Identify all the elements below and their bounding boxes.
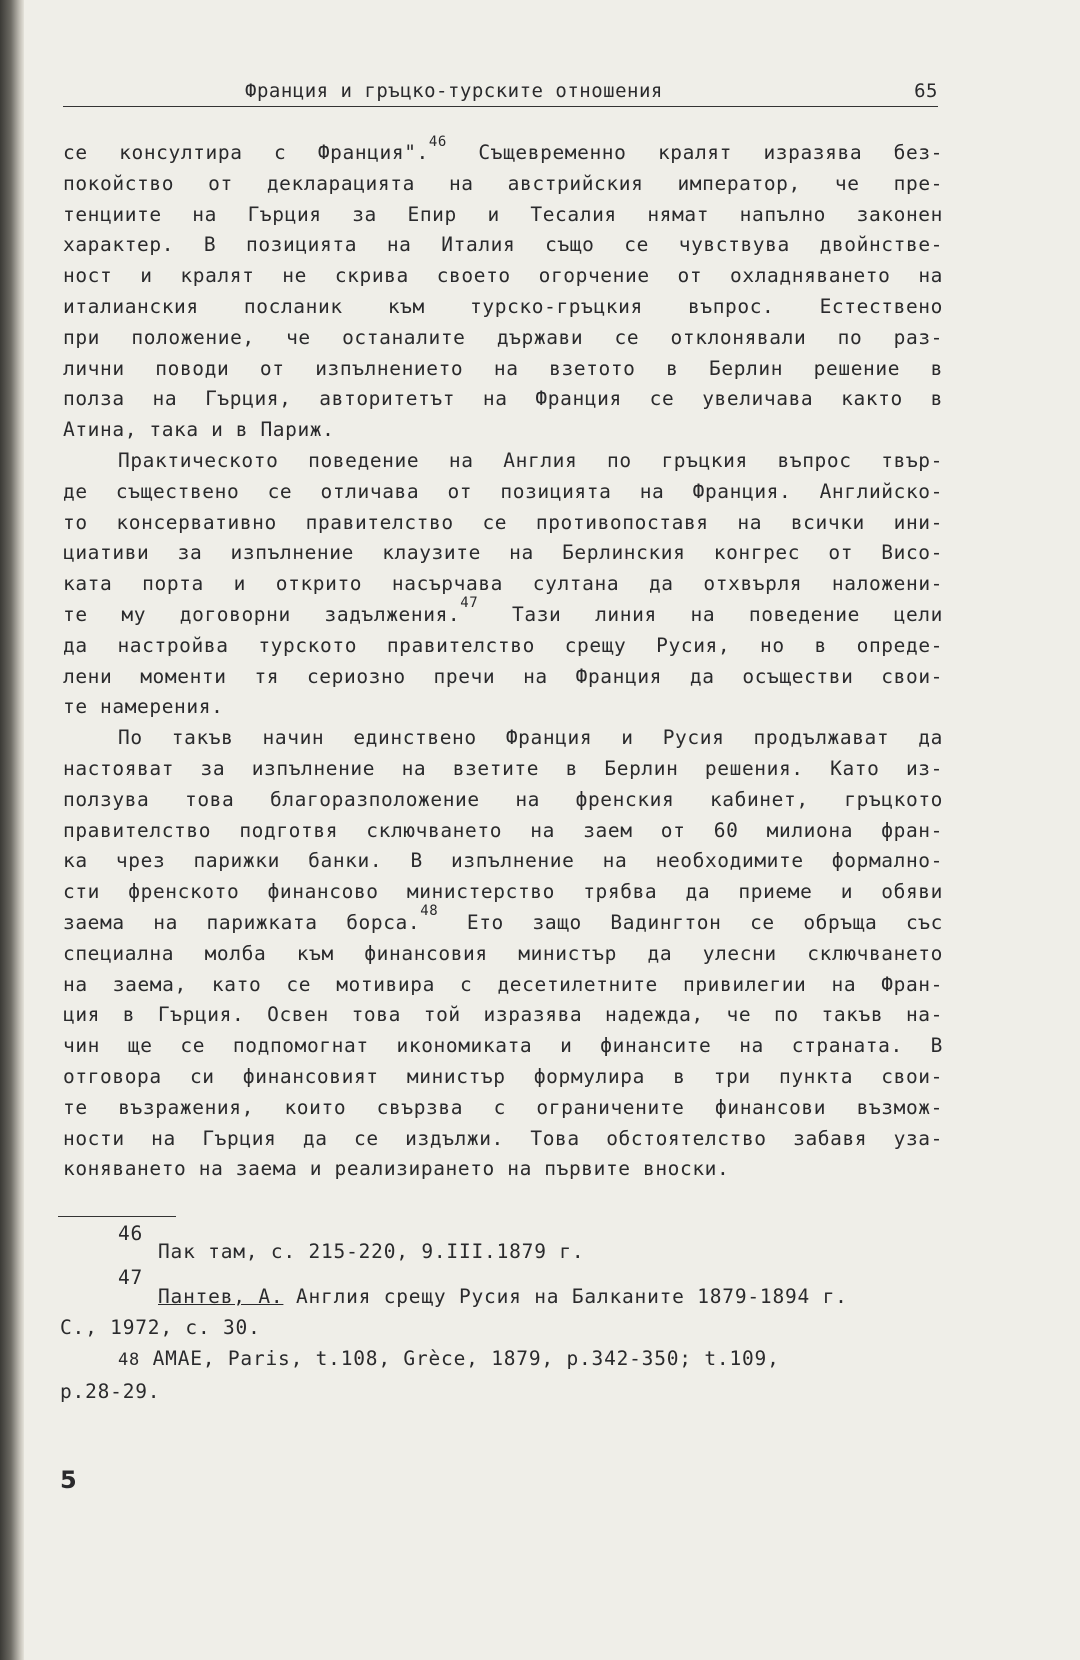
running-header: [63, 80, 938, 107]
text-line: ност и кралят не скрива своето огорчение от охладняването на: [63, 264, 943, 288]
text-line: те намерения.: [63, 695, 224, 719]
printer-signature-mark: 5: [60, 1466, 77, 1494]
footnote-46: Пак там, с. 215-220, 9.III.1879 г.: [158, 1240, 585, 1263]
text-line: ка чрез парижки банки. В изпълнение на необходимите формално-: [63, 849, 943, 873]
text-line: на заема, като се мотивира с десетилетните привилегии на Фран-: [63, 972, 943, 996]
running-title: Франция и гръцко-турските отношения: [245, 80, 663, 102]
footnote-48-continued: p.28-29.: [60, 1380, 161, 1403]
text-line: при положение, че останалите държави се отклонявали по раз-: [63, 325, 943, 349]
text-line: циативи за изпълнение клаузите на Берлинския конгрес от Висо-: [63, 541, 943, 565]
text-line: да настройва турското правителство срещу Русия, но в опреде-: [63, 633, 943, 657]
text-line: лени моменти тя сериозно пречи на Франция да осъществи свои-: [63, 664, 943, 688]
footnote-47-author: Пантев, А.: [158, 1285, 284, 1308]
text-line: заема на парижката борса.$^{48}$ Ето защо Вадингтон се обръща със: [63, 903, 943, 934]
text-line: ности на Гърция да се издължи. Това обстоятелство забавя уза-: [63, 1126, 943, 1150]
paragraph-start: По такъв начин единствено Франция и Русия продължават да: [118, 726, 943, 750]
text-line: Атина, така и в Париж.: [63, 418, 335, 442]
footnote-ref-46: 46: [428, 133, 447, 150]
text-line: отговора си финансовият министър формулира в три пункта свои-: [63, 1064, 943, 1088]
text-line: чин ще се подпомогнат икономиката и финансите на страната. В: [63, 1034, 943, 1058]
text-line: се консултира с Франция".$^{46}$ Същевременно кралят изразява без-: [63, 133, 943, 164]
page-number: 65: [914, 80, 938, 102]
text-line: покойство от декларацията на австрийския император, че пре-: [63, 171, 943, 195]
footnote-number-48: 48: [118, 1350, 141, 1370]
text-line: ползува това благоразположение на френския кабинет, гръцкото: [63, 787, 943, 811]
footnote-ref-47: 47: [460, 595, 479, 612]
text-line: ция в Гърция. Освен това той изразява надежда, че по такъв на-: [63, 1003, 943, 1027]
text-line: те му договорни задължения.$^{47}$ Тази линия на поведение цели: [63, 595, 943, 626]
main-text: [63, 133, 943, 1185]
footnote-48: 48 AMAE, Paris, t.108, Grèce, 1879, p.342-350; t.109,: [118, 1347, 780, 1370]
text-line: тенциите на Гърция за Епир и Тесалия нямат напълно законен: [63, 202, 943, 226]
footnote-ref-48: 48: [420, 903, 439, 920]
text-line: коняването на заема и реализирането на първите вноски.: [63, 1157, 730, 1181]
text-line: те възражения, които свързва с ограничените финансови възмож-: [63, 1095, 943, 1119]
text-line: лични поводи от изпълнението на взетото в Берлин решение в: [63, 356, 943, 380]
footnote-47-continued: С., 1972, с. 30.: [60, 1316, 261, 1339]
footnote-separator: [58, 1216, 176, 1217]
footnote-47: Пантев, А. Англия срещу Русия на Балканите 1879-1894 г.: [158, 1285, 848, 1308]
footnote-number-47: 47: [118, 1266, 144, 1289]
text-line: полза на Гърция, авторитетът на Франция се увеличава както в: [63, 387, 943, 411]
text-line: характер. В позицията на Италия също се чувствува двойнстве-: [63, 233, 943, 257]
text-line: то консервативно правителство се противопоставя на всички ини-: [63, 510, 943, 534]
text-line: де съществено се отличава от позицията на Франция. Английско-: [63, 479, 943, 503]
text-line: италианския посланик към турско-гръцкия въпрос. Естествено: [63, 294, 943, 318]
text-line: сти френското финансово министерство трябва да приеме и обяви: [63, 880, 943, 904]
text-line: ката порта и открито насърчава султана да отхвърля наложени-: [63, 572, 943, 596]
text-line: специална молба към финансовия министър да улесни сключването: [63, 941, 943, 965]
footnote-number-46: 46: [118, 1222, 144, 1245]
text-line: настояват за изпълнение на взетите в Берлин решения. Като из-: [63, 756, 943, 780]
book-spine-shadow: [0, 0, 24, 1660]
text-line: правителство подготвя сключването на заем от 60 милиона фран-: [63, 818, 943, 842]
paragraph-start: Практическото поведение на Англия по гръцкия въпрос твър-: [118, 448, 943, 472]
